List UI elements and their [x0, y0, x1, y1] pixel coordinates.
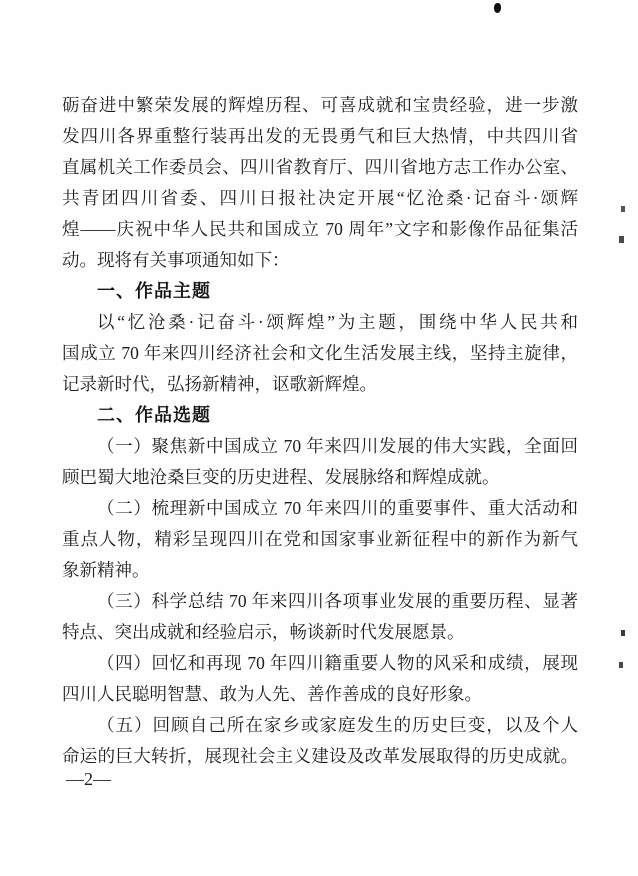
text-line: 命运的巨大转折，展现社会主义建设及改革发展取得的历史成就。 [62, 746, 578, 766]
section-heading: 一、作品主题 [97, 281, 211, 301]
text-line: （二）梳理新中国成立 70 年来四川的重要事件、重大活动和 [97, 498, 578, 518]
text-line: 重点人物，精彩呈现四川在党和国家事业新征程中的新作为新气 [62, 529, 578, 549]
scan-speck [621, 206, 625, 212]
text-line: 动。现将有关事项通知如下： [62, 250, 290, 270]
text-line: 象新精神。 [62, 560, 150, 580]
text-line: 共青团四川省委、四川日报社决定开展“忆沧桑·记奋斗·颂辉 [62, 188, 578, 208]
section-heading: 二、作品选题 [97, 405, 211, 425]
page-number: —2— [66, 769, 111, 789]
text-line: （四）回忆和再现 70 年四川籍重要人物的风采和成绩，展现 [97, 653, 578, 673]
text-line: （三）科学总结 70 年来四川各项事业发展的重要历程、显著 [97, 591, 578, 611]
text-line: 以“忆沧桑·记奋斗·颂辉煌”为主题，围绕中华人民共和 [97, 312, 578, 332]
scan-speck [619, 662, 623, 668]
text-line: 记录新时代，弘扬新精神，讴歌新辉煌。 [62, 374, 377, 394]
scan-speck [621, 630, 625, 636]
scan-speck [619, 236, 624, 243]
text-line: 特点、突出成就和经验启示，畅谈新时代发展愿景。 [62, 622, 465, 642]
text-line: （五）回顾自己所在家乡或家庭发生的历史巨变，以及个人 [97, 715, 578, 735]
text-line: 直属机关工作委员会、四川省教育厅、四川省地方志工作办公室、 [62, 157, 578, 177]
text-line: 国成立 70 年来四川经济社会和文化生活发展主线，坚持主旋律， [62, 343, 578, 363]
body-text [62, 90, 578, 772]
text-line: 顾巴蜀大地沧桑巨变的历史进程、发展脉络和辉煌成就。 [62, 467, 500, 487]
ink-blob-artifact [494, 3, 501, 13]
text-line: 四川人民聪明智慧、敢为人先、善作善成的良好形象。 [62, 684, 482, 704]
text-line: 发四川各界重整行装再出发的无畏勇气和巨大热情，中共四川省 [62, 126, 578, 146]
text-line: 砺奋进中繁荣发展的辉煌历程、可喜成就和宝贵经验，进一步激 [62, 95, 578, 115]
text-line: 煌——庆祝中华人民共和国成立 70 周年”文字和影像作品征集活 [62, 219, 578, 239]
text-line: （一）聚焦新中国成立 70 年来四川发展的伟大实践，全面回 [97, 436, 578, 456]
